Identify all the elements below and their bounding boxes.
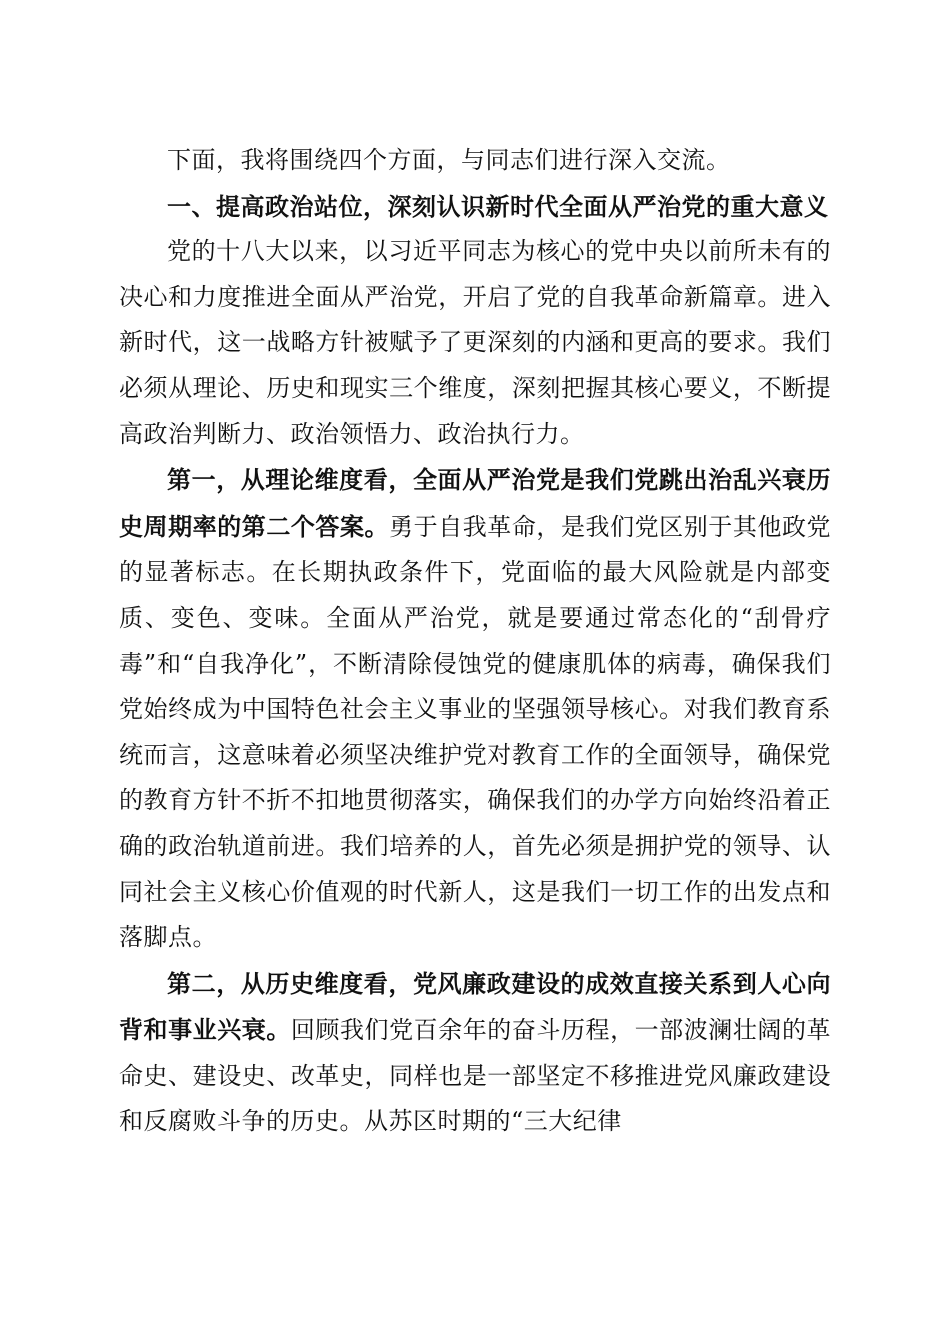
point-one-lead: 第一，从理论维度看，全面从严治党是我们党跳出治乱兴衰历史周期率的第二个答案。 xyxy=(119,465,831,541)
point-two-lead: 第二，从历史维度看，党风廉政建设的成效直接关系到人心向背和事业兴衰。 xyxy=(119,968,831,1045)
body-paragraph-text: 党的十八大以来，以习近平同志为核心的党中央以前所未有的决心和力度推进全面从严治党，开启了党的自我革命新篇章。进入新时代，这一战略方针被赋予了更深刻的内涵和更高的要求。我们必须从理论、历史和现实三个维度，深刻把握其核心要义，不断提高政治判断力、政治领悟力、政治执行力。 xyxy=(119,237,831,448)
intro-paragraph xyxy=(119,138,831,184)
point-two-paragraph xyxy=(119,961,831,1145)
point-one-paragraph xyxy=(119,457,831,961)
intro-text: 下面，我将围绕四个方面，与同志们进行深入交流。 xyxy=(167,146,731,174)
section-heading-text: 一、提高政治站位，深刻认识新时代全面从严治党的重大意义 xyxy=(167,191,829,221)
document-body xyxy=(119,138,831,1145)
point-one-text: 勇于自我革命，是我们党区别于其他政党的显著标志。在长期执政条件下，党面临的最大风险就是内部变质、变色、变味。全面从严治党，就是要通过常态化的“刮骨疗毒”和“自我净化”，不断清除侵蚀党的健康肌体的病毒，确保我们党始终成为中国特色社会主义事业的坚强领导核心。对我们教育系统而言，这意味着必须坚决维护党对教育工作的全面领导，确保党的教育方针不折不扣地贯彻落实，确保我们的办学方向始终沿着正确的政治轨道前进。我们培养的人，首先必须是拥护党的领导、认同社会主义核心价值观的时代新人，这是我们一切工作的出发点和落脚点。 xyxy=(119,512,832,952)
section-heading xyxy=(119,184,831,230)
body-paragraph xyxy=(119,229,831,457)
point-two-text: 回顾我们党百余年的奋斗历程，一部波澜壮阔的革命史、建设史、改革史，同样也是一部坚定不移推进党风廉政建设和反腐败斗争的历史。从苏区时期的“三大纪律 xyxy=(119,1016,831,1136)
